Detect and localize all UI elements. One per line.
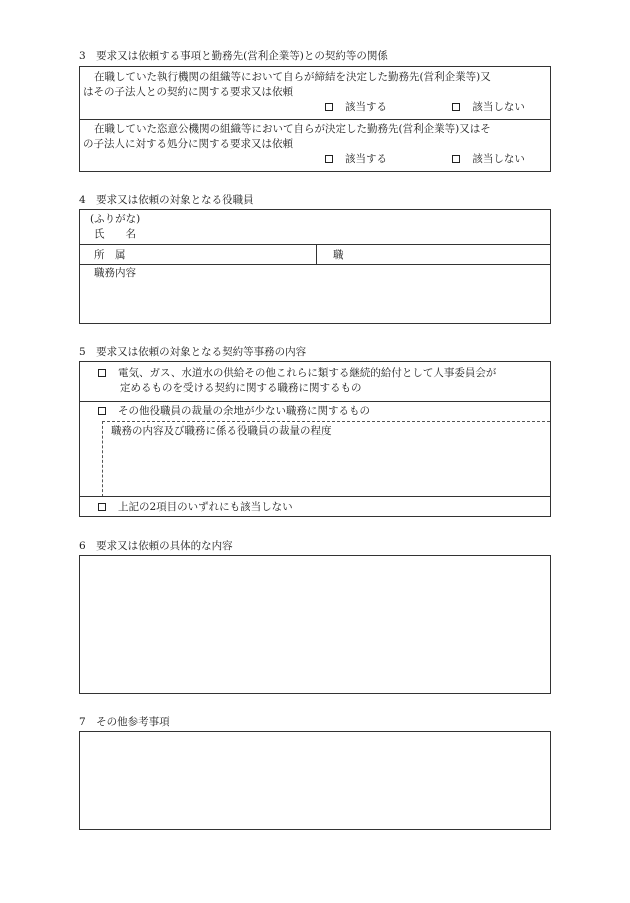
section-3-title: 3 要求又は依頼する事項と勤務先(営利企業等)との契約等の関係 [79,50,388,62]
discretion-detail-label: 職務の内容及び職務に係る役職員の裁量の程度 [111,425,332,437]
section-7-title: 7 その他参考事項 [79,716,170,728]
contract-relation-text-1: 在職していた執行機関の組織等において自らが締結を決定した勤務先(営利企業等)又 [94,71,491,83]
affiliation-field[interactable] [80,245,314,265]
furigana-label: (ふりがな) [90,213,141,225]
duties-field[interactable] [80,265,550,323]
checkbox-icon[interactable] [98,369,106,377]
low-discretion-option[interactable] [80,402,550,497]
disposition-text-1: 在職していた恣意公機関の組織等において自らが決定した勤務先(営利企業等)又はそ [94,123,491,135]
contract-relation-text-2: はその子法人との契約に関する要求又は依頼 [83,86,293,98]
position-label: 職 [333,249,344,261]
contract-relation-yes-option[interactable]: 該当する [325,100,387,114]
position-field[interactable] [317,245,550,265]
section-3-table [79,66,551,172]
checkbox-icon[interactable] [98,503,106,511]
checkbox-icon[interactable] [325,103,333,111]
section-4-table [79,209,551,324]
duties-label: 職務内容 [94,267,136,279]
section-5-title: 5 要求又は依頼の対象となる契約等事務の内容 [79,346,307,358]
utility-contract-text-1: 電気、ガス、水道水の供給その他これらに類する継続的給付として人事委員会が [118,367,497,379]
none-applicable-option[interactable] [80,497,550,517]
section-5-table [79,361,551,517]
section-6-title: 6 要求又は依頼の具体的な内容 [79,540,233,552]
none-applicable-text: 上記の2項目のいずれにも該当しない [118,501,293,513]
disposition-yes-option[interactable]: 該当する [325,152,387,166]
utility-contract-text-2: 定めるものを受ける契約に関する職務に関するもの [120,382,362,394]
discretion-detail-box[interactable] [102,421,550,497]
name-label: 氏 名 [94,228,136,240]
contract-relation-no-option[interactable]: 該当しない [452,100,525,114]
section-4-title: 4 要求又は依頼の対象となる役職員 [79,194,254,206]
request-details-field[interactable] [79,555,551,694]
checkbox-icon[interactable] [325,155,333,163]
disposition-no-option[interactable]: 該当しない [452,152,525,166]
disposition-row [80,120,550,172]
contract-relation-row [80,67,550,119]
checkbox-icon[interactable] [98,407,106,415]
reference-notes-field[interactable] [79,731,551,830]
name-field[interactable] [80,210,550,245]
checkbox-icon[interactable] [452,155,460,163]
disposition-text-2: の子法人に対する処分に関する要求又は依頼 [83,138,293,150]
checkbox-icon[interactable] [452,103,460,111]
utility-contract-option[interactable] [80,362,550,402]
affiliation-label: 所 属 [94,249,126,261]
low-discretion-text: その他役職員の裁量の余地が少ない職務に関するもの [118,405,370,417]
